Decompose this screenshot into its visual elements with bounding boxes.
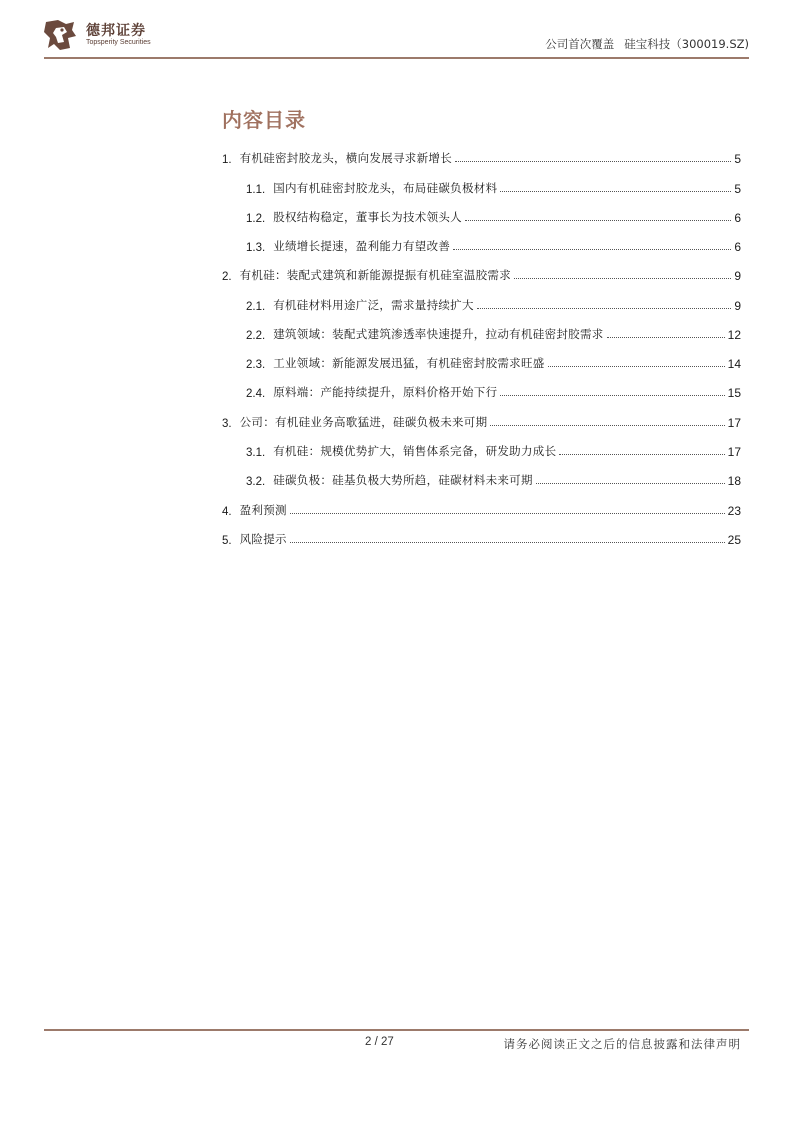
- toc-entry[interactable]: [246, 376, 741, 400]
- toc-number: 2.3.: [246, 359, 266, 371]
- toc-number: 1.1.: [246, 184, 266, 196]
- toc-text: 有机硅：装配式建筑和新能源提振有机硅室温胶需求: [239, 268, 511, 282]
- toc-number: 1.3.: [246, 242, 266, 254]
- toc-text: 有机硅密封胶龙头，横向发展寻求新增长: [239, 151, 452, 165]
- page-header: [0, 0, 793, 62]
- toc-entry[interactable]: [222, 142, 741, 166]
- dot-leader: [290, 512, 725, 514]
- toc-page: 17: [727, 445, 741, 459]
- toc-page: 9: [734, 269, 741, 283]
- dot-leader: [477, 307, 732, 309]
- report-type: 公司首次覆盖: [545, 37, 615, 51]
- toc-page: 5: [734, 152, 741, 166]
- toc-page: 25: [727, 533, 741, 547]
- dot-leader: [514, 277, 731, 279]
- dot-leader: [490, 424, 724, 426]
- toc-page: 12: [727, 328, 741, 342]
- toc-page: 18: [727, 474, 741, 488]
- toc-number: 3.2.: [246, 476, 266, 488]
- company-name: 硅宝科技（300019.SZ): [624, 37, 749, 51]
- legal-disclaimer: 请务必阅读正文之后的信息披露和法律声明: [503, 1037, 741, 1051]
- toc-number: 5.: [222, 535, 232, 547]
- brand-logo: [44, 18, 164, 52]
- toc-number: 2.: [222, 271, 232, 283]
- brand-name-cn: 德邦证券: [86, 23, 146, 39]
- toc-number: 4.: [222, 506, 232, 518]
- toc-number: 3.1.: [246, 447, 266, 459]
- toc-entry[interactable]: [246, 230, 741, 254]
- toc-number: 2.1.: [246, 301, 266, 313]
- dot-leader: [536, 482, 725, 484]
- toc-text: 建筑领域：装配式建筑渗透率快速提升，拉动有机硅密封胶需求: [273, 327, 604, 341]
- toc-number: 1.: [222, 154, 232, 166]
- dot-leader: [453, 248, 731, 250]
- toc-text: 硅碳负极：硅基负极大势所趋，硅碳材料未来可期: [273, 473, 533, 487]
- toc-text: 有机硅材料用途广泛，需求量持续扩大: [273, 298, 474, 312]
- toc-text: 股权结构稳定，董事长为技术领头人: [273, 210, 462, 224]
- toc-page: 15: [727, 386, 741, 400]
- toc-title: 内容目录: [222, 108, 306, 132]
- toc-entry[interactable]: [246, 289, 741, 313]
- toc-entry[interactable]: [222, 494, 741, 518]
- dot-leader: [500, 394, 724, 396]
- toc-entry[interactable]: [246, 347, 741, 371]
- dot-leader: [465, 219, 731, 221]
- toc-number: 2.4.: [246, 388, 266, 400]
- toc-page: 6: [734, 240, 741, 254]
- footer-divider: [44, 1029, 749, 1031]
- toc-number: 2.2.: [246, 330, 266, 342]
- toc-number: 1.2.: [246, 213, 266, 225]
- toc-text: 盈利预测: [239, 503, 287, 517]
- report-info: [545, 36, 749, 52]
- toc-entry[interactable]: [246, 318, 741, 342]
- toc-text: 风险提示: [239, 532, 287, 546]
- toc-entry[interactable]: [246, 172, 741, 196]
- header-divider: [44, 57, 749, 59]
- toc-page: 23: [727, 504, 741, 518]
- toc-entry[interactable]: [246, 201, 741, 225]
- toc-entry[interactable]: [222, 406, 741, 430]
- dot-leader: [455, 160, 731, 162]
- toc-page: 5: [734, 182, 741, 196]
- toc-number: 3.: [222, 418, 232, 430]
- brand-name-en: Topsperity Securities: [86, 39, 151, 46]
- dot-leader: [500, 190, 731, 192]
- toc-entry[interactable]: [246, 464, 741, 488]
- toc-text: 工业领域：新能源发展迅猛，有机硅密封胶需求旺盛: [273, 356, 545, 370]
- toc-page: 9: [734, 299, 741, 313]
- toc-text: 业绩增长提速，盈利能力有望改善: [273, 239, 451, 253]
- dot-leader: [559, 453, 724, 455]
- toc-page: 14: [727, 357, 741, 371]
- brand-logo-icon: [44, 18, 78, 52]
- page-indicator: 2 / 27: [365, 1036, 394, 1048]
- toc-text: 公司：有机硅业务高歌猛进，硅碳负极未来可期: [239, 415, 488, 429]
- toc-entry[interactable]: [222, 259, 741, 283]
- toc-page: 6: [734, 211, 741, 225]
- toc-entry[interactable]: [222, 523, 741, 547]
- toc-entry[interactable]: [246, 435, 741, 459]
- dot-leader: [607, 336, 725, 338]
- toc-text: 原料端：产能持续提升，原料价格开始下行: [273, 385, 498, 399]
- dot-leader: [290, 541, 725, 543]
- toc-text: 有机硅：规模优势扩大，销售体系完备，研发助力成长: [273, 444, 557, 458]
- dot-leader: [548, 365, 725, 367]
- toc-text: 国内有机硅密封胶龙头，布局硅碳负极材料: [273, 181, 498, 195]
- toc-page: 17: [727, 416, 741, 430]
